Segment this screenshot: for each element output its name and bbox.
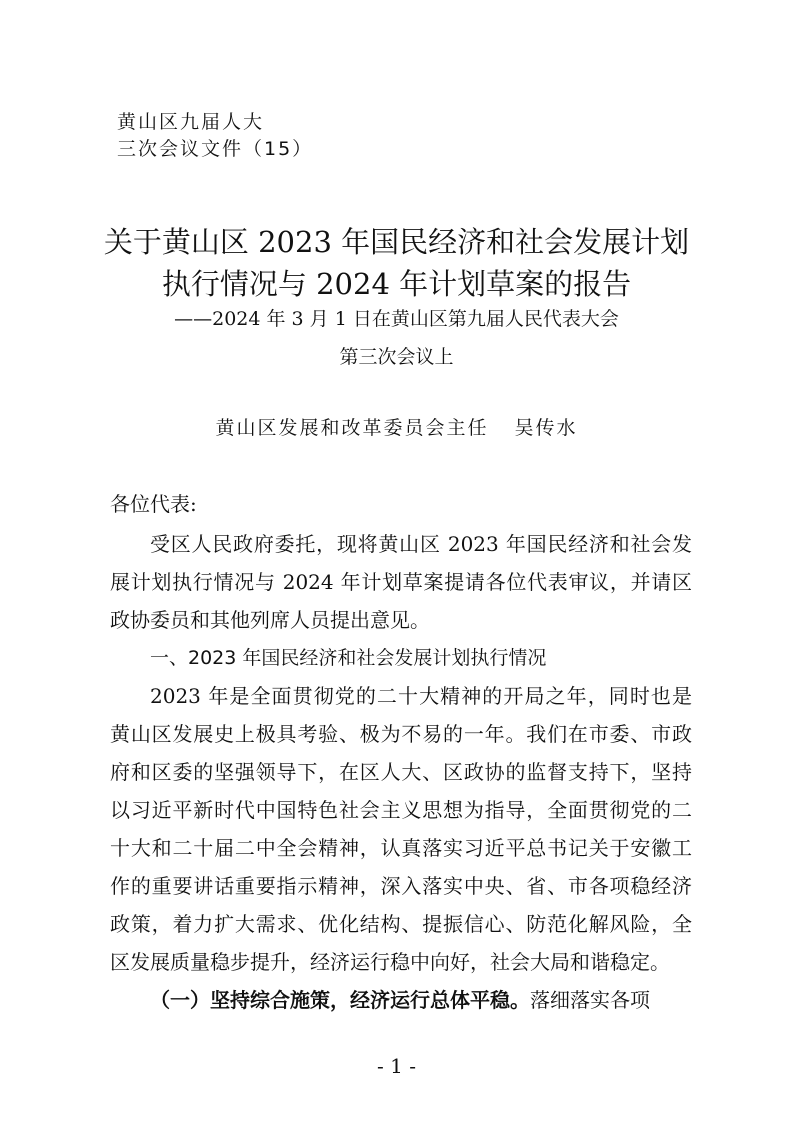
- para1-line-3: 政协委员和其他列席人员提出意见。: [110, 608, 430, 632]
- header-meeting-line: 黄山区九届人大: [117, 111, 265, 133]
- para2-line-8: 区发展质量稳步提升，经济运行稳中向好，社会大局和谐稳定。: [110, 950, 670, 974]
- para2-line-3: 府和区委的坚强领导下，在区人大、区政协的监督支持下，坚持: [110, 760, 692, 784]
- para2-line-4: 以习近平新时代中国特色社会主义思想为指导，全面贯彻党的二: [110, 798, 692, 822]
- para2-line-6: 作的重要讲话重要指示精神，深入落实中央、省、市各项稳经济: [110, 874, 692, 898]
- report-subtitle-line-1: ——2024 年 3 月 1 日在黄山区第九届人民代表大会: [174, 308, 619, 330]
- subsection-1-heading: （一）坚持综合施策，经济运行总体平稳。: [150, 988, 530, 1012]
- section-1-heading: 一、2023 年国民经济和社会发展计划执行情况: [150, 647, 547, 669]
- author-name: 吴传水: [514, 417, 578, 439]
- page-number: - 1 -: [377, 1054, 416, 1078]
- author-organization: 黄山区发展和改革委员会主任: [215, 417, 489, 439]
- report-title-line-1: 关于黄山区 2023 年国民经济和社会发展计划: [103, 225, 690, 259]
- report-title-line-2: 执行情况与 2024 年计划草案的报告: [161, 267, 632, 301]
- greeting: 各位代表:: [110, 492, 197, 516]
- para2-line-5: 十大和二十届二中全会精神，认真落实习近平总书记关于安徽工: [110, 836, 692, 860]
- para3-text: 落细落实各项: [530, 988, 650, 1012]
- para3-line-1: [150, 984, 692, 1013]
- para2-line-7: 政策，着力扩大需求、优化结构、提振信心、防范化解风险，全: [110, 912, 692, 936]
- author-signature: [0, 413, 793, 440]
- para1-line-2: 展计划执行情况与 2024 年计划草案提请各位代表审议，并请区: [110, 570, 692, 594]
- para2-line-1: 2023 年是全面贯彻党的二十大精神的开局之年，同时也是: [150, 684, 692, 708]
- para2-line-2: 黄山区发展史上极具考验、极为不易的一年。我们在市委、市政: [110, 722, 692, 746]
- header-document-number: 三次会议文件（15）: [117, 138, 314, 160]
- report-subtitle-line-2: 第三次会议上: [339, 346, 454, 368]
- para1-line-1: 受区人民政府委托，现将黄山区 2023 年国民经济和社会发: [150, 532, 692, 556]
